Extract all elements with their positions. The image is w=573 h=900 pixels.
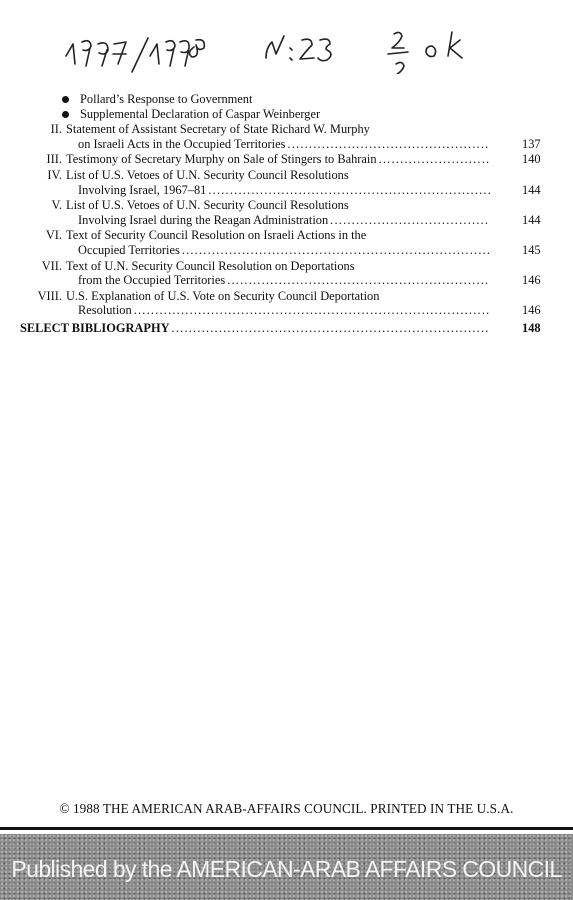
- toc-entry-title-cont: from the Occupied Territories: [78, 273, 226, 288]
- toc-entry: [20, 198, 550, 227]
- leader-dots: [379, 152, 490, 167]
- toc-entry-title: Text of Security Council Resolution on Israeli Actions in the: [66, 228, 367, 243]
- toc-entry-number: V.: [51, 198, 62, 213]
- toc-entry-title: Statement of Assistant Secretary of State Richard W. Murphy: [66, 122, 370, 137]
- handwritten-note: [40, 14, 560, 74]
- toc-entry-title: List of U.S. Vetoes of U.N. Security Council Resolutions: [66, 198, 349, 213]
- toc-entry-number: VII.: [41, 258, 62, 273]
- toc-entry-number: VI.: [45, 228, 62, 243]
- toc-entry-number: II.: [50, 122, 62, 137]
- toc-entry-page: 146: [522, 303, 541, 318]
- toc-entry: [20, 152, 550, 167]
- toc-bullet-text: Pollard’s Response to Government: [80, 92, 253, 106]
- toc-entry-page: 137: [522, 136, 541, 151]
- toc-entry-number: III.: [46, 152, 62, 167]
- toc-entry-title: U.S. Explanation of U.S. Vote on Security Council Deportation: [66, 288, 380, 303]
- copyright-notice: © 1988 THE AMERICAN ARAB-AFFAIRS COUNCIL. PRINTED IN THE U.S.A.: [59, 801, 514, 816]
- toc-entry-title-cont: on Israeli Acts in the Occupied Territories: [78, 136, 286, 151]
- toc-entry: [20, 168, 550, 197]
- toc-entry: [20, 259, 550, 288]
- bullet-icon: [62, 96, 69, 103]
- toc-entry-page: 140: [522, 152, 541, 167]
- toc-entry: [20, 122, 550, 151]
- toc-entry-page: 144: [522, 182, 541, 197]
- leader-dots: [227, 273, 490, 288]
- toc-entry: [20, 228, 550, 257]
- bibliography-label: SELECT BIBLIOGRAPHY: [20, 320, 170, 335]
- leader-dots: [182, 243, 490, 258]
- leader-dots: [134, 303, 490, 318]
- leader-dots: [287, 137, 490, 152]
- toc-entry-page: 144: [522, 212, 541, 227]
- bullet-icon: [62, 111, 69, 118]
- toc-bullet-item: [20, 107, 550, 122]
- toc-entry-page: 146: [522, 273, 541, 288]
- toc-entry-number: VIII.: [37, 288, 62, 303]
- divider: [0, 827, 573, 830]
- toc-bullet-item: [20, 92, 550, 107]
- toc-entry-title: Testimony of Secretary Murphy on Sale of Stingers to Bahrain: [66, 152, 377, 167]
- toc-entry-number: IV.: [47, 167, 62, 182]
- leader-dots: [172, 321, 490, 336]
- toc-entry: [20, 289, 550, 318]
- leader-dots: [330, 213, 490, 228]
- table-of-contents: [20, 92, 550, 336]
- toc-entry-title-cont: Occupied Territories: [78, 242, 180, 257]
- toc-entry-title: List of U.S. Vetoes of U.N. Security Council Resolutions: [66, 167, 349, 182]
- bibliography-page: 148: [522, 320, 541, 335]
- leader-dots: [208, 183, 490, 198]
- toc-entry-title-cont: Involving Israel, 1967–81: [78, 182, 207, 197]
- toc-entry-title-cont: Involving Israel during the Reagan Administration: [78, 212, 329, 227]
- toc-entry-bibliography: [20, 321, 550, 336]
- toc-entry-title-cont: Resolution: [78, 303, 132, 318]
- toc-entry-page: 145: [522, 242, 541, 257]
- publisher-banner-text: Published by the AMERICAN-ARAB AFFAIRS COUNCIL: [11, 856, 562, 882]
- toc-entry-title: Text of U.N. Security Council Resolution on Deportations: [66, 258, 355, 273]
- toc-bullet-text: Supplemental Declaration of Caspar Weinberger: [80, 106, 321, 121]
